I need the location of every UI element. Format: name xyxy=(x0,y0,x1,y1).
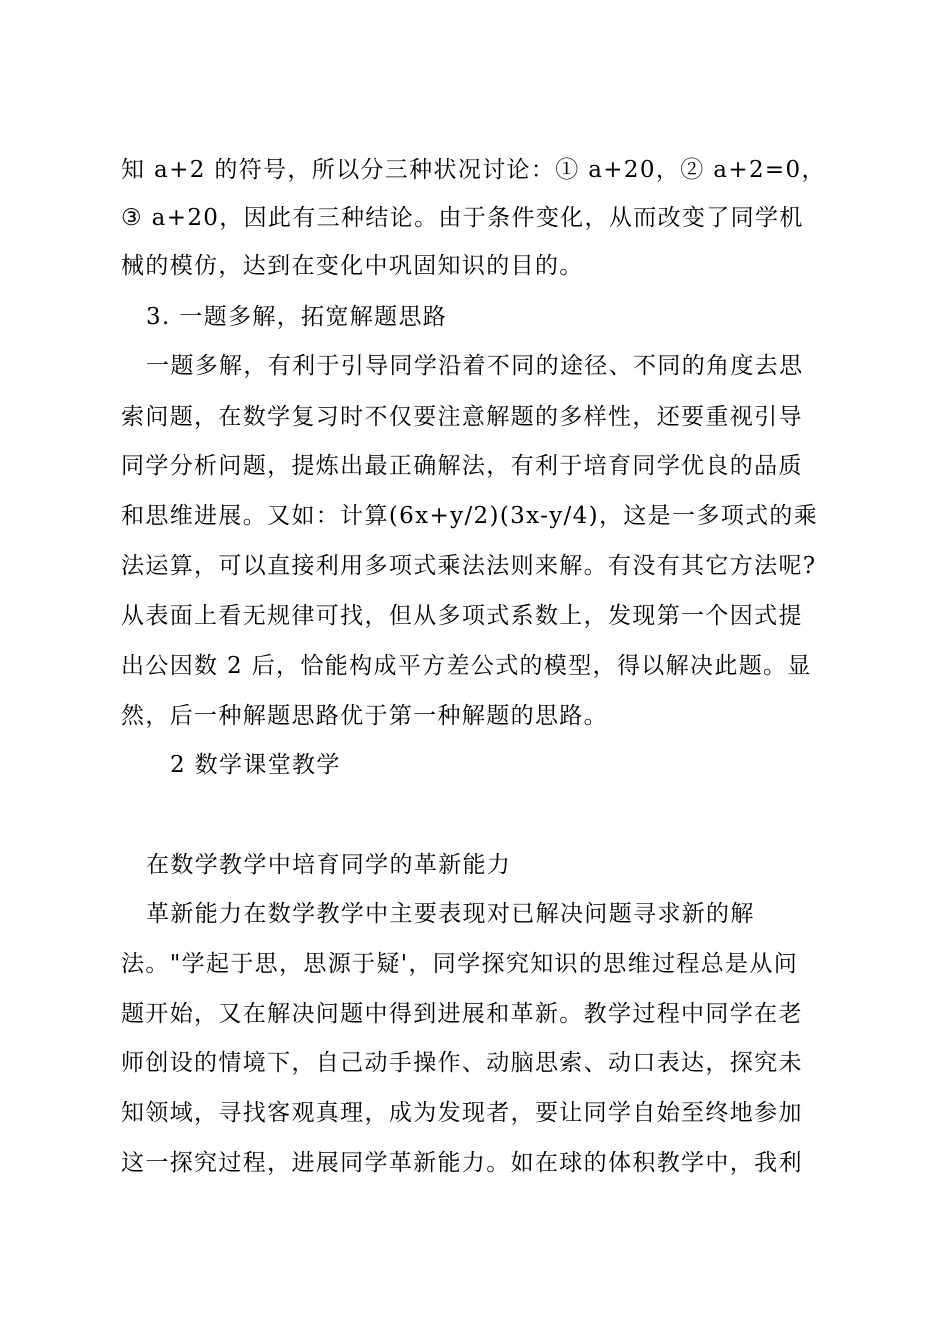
paragraph-line: 革新能力在数学教学中主要表现对已解决问题寻求新的解 xyxy=(146,901,755,927)
paragraph-line: 题开始，又在解决问题中得到进展和革新。教学过程中同学在老 xyxy=(121,1001,803,1027)
paragraph-line: 出公因数 2 后，恰能构成平方差公式的模型，得以解决此题。显 xyxy=(121,653,812,679)
section-heading: 3. 一题多解，拓宽解题思路 xyxy=(146,304,448,330)
paragraph-line: 法。"学起于思，思源于疑'，同学探究知识的思维过程总是从问 xyxy=(121,951,799,977)
paragraph-line: 知 a+2 的符号，所以分三种状况讨论：① a+20，② a+2=0， xyxy=(121,157,826,183)
paragraph-line: 法运算，可以直接利用多项式乘法法则来解。有没有其它方法呢? xyxy=(121,553,817,579)
paragraph-line: 从表面上看无规律可找，但从多项式系数上，发现第一个因式提 xyxy=(121,603,803,629)
paragraph-line: 索问题，在数学复习时不仅要注意解题的多样性，还要重视引导 xyxy=(121,404,803,430)
paragraph-line: 然，后一种解题思路优于第一种解题的思路。 xyxy=(121,703,608,729)
paragraph-line: 师创设的情境下，自己动手操作、动脑思索、动口表达，探究未 xyxy=(121,1050,803,1076)
paragraph-line: ③ a+20，因此有三种结论。由于条件变化，从而改变了同学机 xyxy=(121,205,804,231)
paragraph-line: 一题多解，有利于引导同学沿着不同的途径、不同的角度去思 xyxy=(146,353,804,379)
paragraph-line: 械的模仿，达到在变化中巩固知识的目的。 xyxy=(121,253,584,279)
paragraph-line: 这一探究过程，进展同学革新能力。如在球的体积教学中，我利 xyxy=(121,1150,803,1176)
paragraph-line: 知领域，寻找客观真理，成为发现者，要让同学自始至终地参加 xyxy=(121,1100,803,1126)
paragraph-line: 同学分析问题，提炼出最正确解法，有利于培育同学优良的品质 xyxy=(121,453,803,479)
section-heading: 在数学教学中培育同学的革新能力 xyxy=(146,852,512,878)
paragraph-line: 和思维进展。又如：计算(6x+y/2)(3x-y/4)，这是一多项式的乘 xyxy=(121,503,819,529)
section-heading: 2 数学课堂教学 xyxy=(170,752,341,778)
